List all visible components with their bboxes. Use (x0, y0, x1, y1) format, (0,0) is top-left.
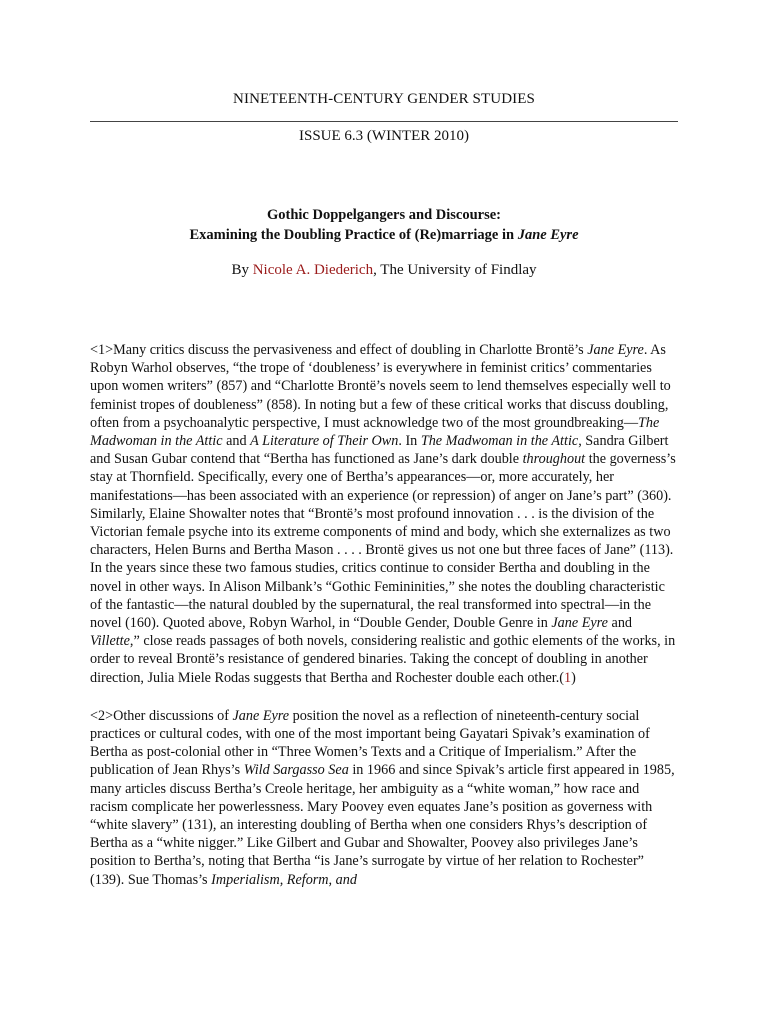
body-text: position the novel as a reflection of nineteenth-century social practices or cultural codes, with one of the most important being Gayatari Spivak’s examination of Bertha as post-colonial other in “Three Women’s Texts and a Critique of Imperialism.” After the publication of Jean Rhys’s (90, 707, 650, 779)
article-body (90, 341, 680, 909)
footnote-link[interactable]: 1 (563, 669, 572, 686)
body-text: , Sandra Gilbert and Susan Gubar contend that “Bertha has functioned as Jane’s dark double (90, 433, 669, 468)
article-title-line2 (90, 225, 678, 245)
italic-text: throughout (522, 451, 586, 468)
article-title (90, 205, 678, 245)
body-text: and (222, 433, 251, 450)
body-text: <1>Many critics discuss the pervasiveness and effect of doubling in Charlotte Brontë’s (90, 342, 588, 358)
italic-text: The Madwoman in the Attic (90, 414, 660, 450)
body-text: ) (571, 669, 576, 686)
paragraph-2 (90, 707, 680, 889)
article-title-line2-text: Examining the Doubling Practice of (Re)marriage in (189, 227, 518, 243)
body-text: in 1966 and since Spivak’s article first appeared in 1985, many articles discuss Bertha’s Creole heritage, her ambiguity as a “white woman,” how race and racism complicate her powerlessness. Mary Poovey even equates Jane’s position as governess with “white slavery” (131), an interesting doubling of Bertha when one considers Rhys’s description of Bertha as a “white nigger.” Like Gilbert and Gubar and Showalter, Poovey also privileges Jane’s position to Bertha’s, noting that Bertha “is Jane’s surrogate by virtue of her relation to Rochester” (139). Sue Thomas’s (90, 762, 675, 888)
body-text: ,” close reads passages of both novels, considering realistic and gothic elements of the works, in order to reveal Brontë’s resistance of gendered binaries. Taking the concept of doubling in another direction, Julia Miele Rodas suggests that Bertha and Rochester double each other.( (90, 633, 676, 686)
italic-text: Jane Eyre (551, 615, 608, 632)
body-text: . In (398, 433, 421, 450)
header-divider (90, 121, 678, 122)
paragraph-1 (90, 341, 680, 687)
byline-prefix: By (231, 262, 253, 278)
body-text: <2>Other discussions of (90, 707, 233, 724)
italic-text: Wild Sargasso Sea (243, 762, 349, 779)
journal-title: NINETEENTH-CENTURY GENDER STUDIES (233, 91, 535, 107)
article-title-line1: Gothic Doppelgangers and Discourse: (266, 207, 502, 223)
body-text: . As Robyn Warhol observes, “the trope of ‘doubleness’ is everywhere in feminist critics’ commentaries upon women writers” (857) and “Charlotte Brontë’s novels seem to lend themselves especially well to feminist tropes of doubleness” (858). In noting but a few of these critical works that discuss doubling, often from a psychoanalytic perspective, I must acknowledge two of the most groundbreaking— (90, 342, 671, 431)
italic-text: Jane Eyre (232, 707, 290, 724)
body-text: the governess’s stay at Thornfield. Specifically, every one of Bertha’s appearances—or, more accurately, her manifestations—has been associated with an experience (or repression) of anger on Jane’s part” (360). Similarly, Elaine Showalter notes that “Brontë’s most profound innovation . . . is the division of the Victorian female psyche into its extreme components of mind and body, which she externalizes as two characters, Helen Burns and Bertha Mason . . . . Brontë gives us not one but three faces of Jane” (113). In the years since these two famous studies, critics continue to consider Bertha and doubling in the novel in other ways. In Alison Milbank’s “Gothic Femininities,” she notes the doubling characteristic of the fantastic—the natural doubled by the supernatural, the real transformed into spectral—in the novel (160). Quoted above, Robyn Warhol, in “Double Gender, Double Genre in (90, 451, 676, 632)
issue-label: ISSUE 6.3 (WINTER 2010) (299, 128, 469, 144)
author-affiliation: , The University of Findlay (373, 262, 537, 278)
italic-text: The Madwoman in the Attic (420, 433, 579, 450)
byline (90, 262, 678, 279)
italic-text: A Literature of Their Own (250, 433, 399, 450)
italic-text: Imperialism, Reform, and (211, 871, 357, 888)
italic-text: Villette (90, 633, 130, 650)
body-text: and (607, 615, 633, 632)
author-link[interactable]: Nicole A. Diederich (252, 262, 374, 278)
italic-text: Jane Eyre (587, 342, 644, 358)
article-title-novel: Jane Eyre (517, 227, 579, 243)
